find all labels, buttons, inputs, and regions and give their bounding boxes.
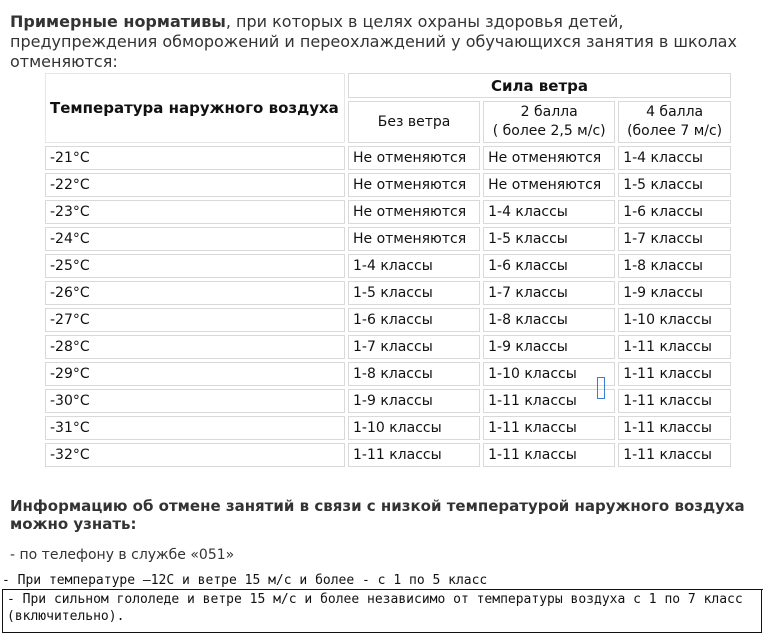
table-row	[45, 281, 731, 305]
note-ice-wind: - При сильном гололеде и ветре 15 м/с и более независимо от температуры воздуха с 1 по 7 класс (включительно).	[2, 589, 762, 633]
intro-paragraph	[10, 12, 755, 72]
intro-text: , при которых в целях охраны здоровья детей, предупреждения обморожений и переохлаждений у обучающихся занятия в школах отменяются:	[10, 12, 737, 71]
class-range-cell: Не отменяются	[348, 200, 480, 224]
temperature-cell: -31°С	[45, 416, 345, 440]
temperature-cell: -27°С	[45, 308, 345, 332]
info-heading: Информацию об отмене занятий в связи с низкой температурой наружного воздуха можно узнать:	[10, 497, 745, 533]
table-row	[45, 362, 731, 386]
class-range-cell: Не отменяются	[483, 146, 615, 170]
temperature-cell: -30°С	[45, 389, 345, 413]
table-row	[45, 173, 731, 197]
table-row	[45, 389, 731, 413]
class-range-cell: Не отменяются	[348, 146, 480, 170]
class-range-cell: 1-11 классы	[483, 416, 615, 440]
class-range-cell: Не отменяются	[348, 227, 480, 251]
class-range-cell: 1-11 классы	[483, 443, 615, 467]
class-range-cell: 1-7 классы	[618, 227, 731, 251]
class-range-cell: 1-11 классы	[483, 389, 615, 413]
wind-force-header: Сила ветра	[348, 73, 731, 98]
temperature-cell: -23°С	[45, 200, 345, 224]
table-row	[45, 335, 731, 359]
intro-bold: Примерные нормативы	[10, 12, 226, 31]
class-range-cell: 1-11 классы	[348, 443, 480, 467]
text-cursor	[597, 377, 605, 399]
temperature-cell: -21°С	[45, 146, 345, 170]
class-range-cell: Не отменяются	[348, 173, 480, 197]
phone-line: - по телефону в службе «051»	[10, 547, 235, 563]
temperature-cell: -29°С	[45, 362, 345, 386]
class-range-cell: 1-9 классы	[618, 281, 731, 305]
class-range-cell: 1-8 классы	[618, 254, 731, 278]
class-range-cell: 1-11 классы	[618, 443, 731, 467]
temperature-cell: -22°С	[45, 173, 345, 197]
class-range-cell: 1-8 классы	[348, 362, 480, 386]
table-row	[45, 416, 731, 440]
class-range-cell: 1-5 классы	[348, 281, 480, 305]
class-range-cell: 1-6 классы	[618, 200, 731, 224]
temperature-cell: -32°С	[45, 443, 345, 467]
table-row	[45, 443, 731, 467]
class-range-cell: 1-4 классы	[483, 200, 615, 224]
class-range-cell: 1-6 классы	[348, 308, 480, 332]
table-row	[45, 254, 731, 278]
no-wind-header: Без ветра	[348, 101, 480, 143]
class-range-cell: 1-11 классы	[618, 335, 731, 359]
class-range-cell: 1-11 классы	[618, 416, 731, 440]
class-range-cell: 1-11 классы	[618, 362, 731, 386]
temperature-cell: -25°С	[45, 254, 345, 278]
class-range-cell: 1-5 классы	[618, 173, 731, 197]
class-range-cell: 1-5 классы	[483, 227, 615, 251]
temperature-cell: -26°С	[45, 281, 345, 305]
temperature-header: Температура наружного воздуха	[45, 73, 345, 143]
class-range-cell: 1-9 классы	[348, 389, 480, 413]
class-range-cell: 1-10 классы	[618, 308, 731, 332]
table-row	[45, 146, 731, 170]
class-range-cell: 1-4 классы	[348, 254, 480, 278]
class-range-cell: 1-7 классы	[483, 281, 615, 305]
class-range-cell: 1-10 классы	[348, 416, 480, 440]
class-range-cell: 1-9 классы	[483, 335, 615, 359]
class-range-cell: 1-11 классы	[618, 389, 731, 413]
wind-4-header: 4 балла (более 7 м/с)	[618, 101, 731, 143]
cancellation-table	[42, 70, 734, 470]
class-range-cell: Не отменяются	[483, 173, 615, 197]
temperature-cell: -24°С	[45, 227, 345, 251]
table-row	[45, 308, 731, 332]
class-range-cell: 1-4 классы	[618, 146, 731, 170]
temperature-cell: -28°С	[45, 335, 345, 359]
wind-2-header: 2 балла ( более 2,5 м/с)	[483, 101, 615, 143]
table-row	[45, 227, 731, 251]
class-range-cell: 1-10 классы	[483, 362, 615, 386]
class-range-cell: 1-6 классы	[483, 254, 615, 278]
class-range-cell: 1-8 классы	[483, 308, 615, 332]
class-range-cell: 1-7 классы	[348, 335, 480, 359]
table-body	[45, 146, 731, 467]
note-ice-temperature: - При температуре –12С и ветре 15 м/с и более - с 1 по 5 класс	[2, 572, 763, 590]
cancellation-table-wrap	[42, 70, 734, 470]
table-row	[45, 200, 731, 224]
